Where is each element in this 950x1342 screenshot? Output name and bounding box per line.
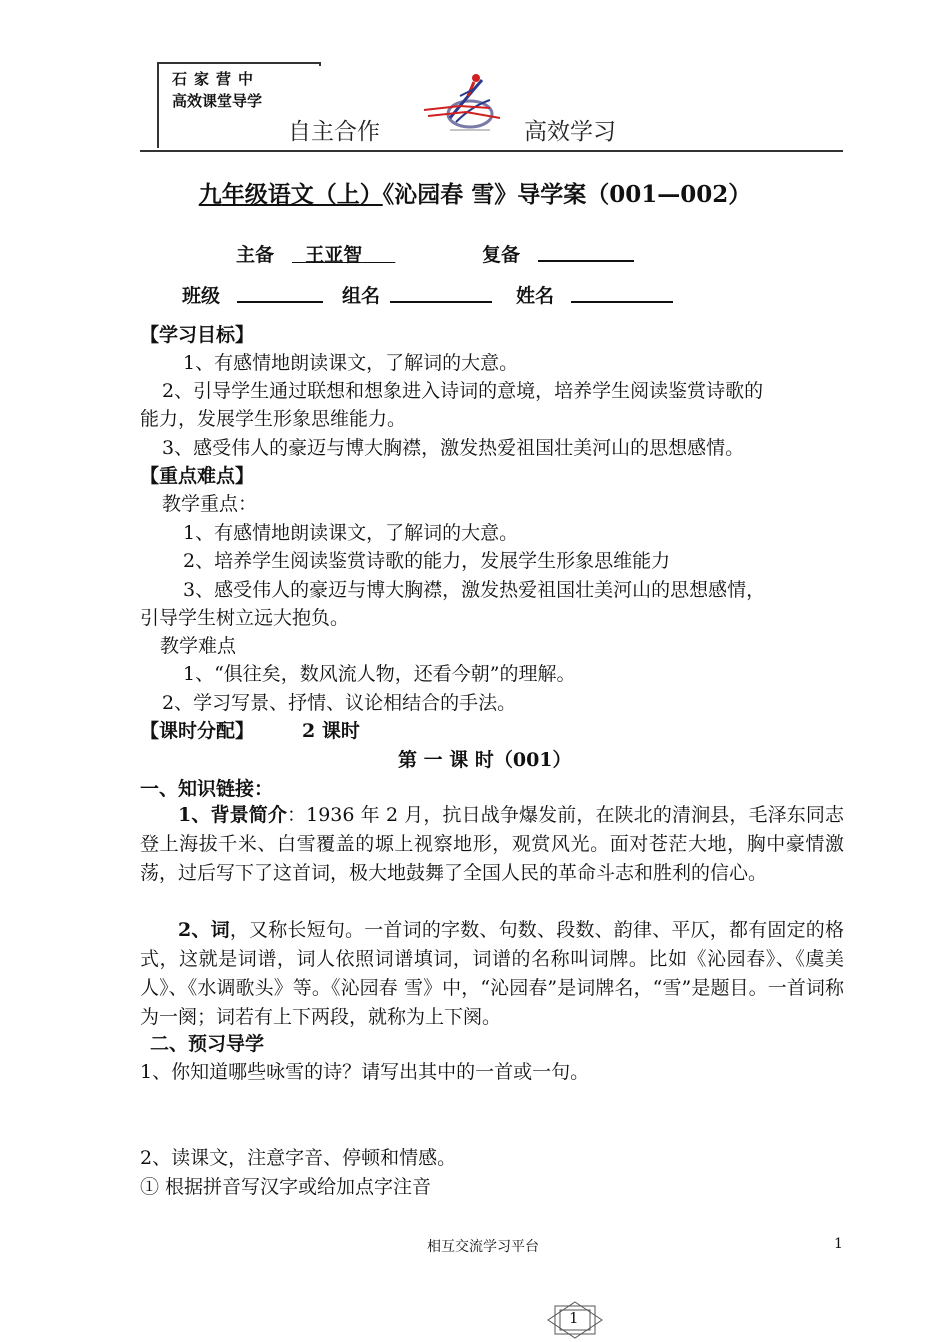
ci-label: 2、词 xyxy=(178,919,230,941)
school-logo-icon xyxy=(420,66,512,136)
background-label: 1、背景简介 xyxy=(178,804,287,826)
class-label: 班级 xyxy=(182,285,221,307)
footer-text: 相互交流学习平台 xyxy=(427,1239,539,1255)
header-divider xyxy=(140,150,843,152)
background-text: ：1936 年 2 月，抗日战争爆发前，在陕北的清涧县，毛泽东同志登上海拔千米、白雪覆盖的塬上视察地形，观赏风光。面对苍茫大地，胸中豪情激荡，过后写下了这首词，极大地鼓舞了全国人民的革命斗志和胜利的信心。 xyxy=(140,804,845,884)
focus-heading: 【重点难点】 xyxy=(140,465,255,487)
lead-label: 主备 xyxy=(236,244,275,266)
page-badge-number: 1 xyxy=(569,1309,579,1327)
name-blank[interactable] xyxy=(571,301,673,303)
preview-heading: 二、预习导学 xyxy=(150,1033,265,1055)
preview-question-2-sub: ① 根据拼音写汉字或给加点字注音 xyxy=(140,1176,432,1198)
name-label: 姓名 xyxy=(516,285,555,307)
hard-item: 1、“俱往矣，数风流人物，还看今朝”的理解。 xyxy=(183,663,576,685)
ci-paragraph xyxy=(140,916,844,1032)
preview-question-2: 2、读课文，注意字音、停顿和情感。 xyxy=(140,1147,457,1169)
goal-item: 能力，发展学生形象思维能力。 xyxy=(140,408,407,430)
goal-item: 3、感受伟人的豪迈与博大胸襟，激发热爱祖国壮美河山的思想感情。 xyxy=(162,437,745,459)
lead-value xyxy=(292,240,395,267)
group-label: 组名 xyxy=(342,285,381,307)
key-label: 教学重点： xyxy=(162,493,258,515)
hard-item: 2、学习写景、抒情、议论相结合的手法。 xyxy=(162,692,517,714)
ci-text: ，又称长短句。一首词的字数、句数、段数、韵律、平仄，都有固定的格式，这就是词谱，词人依照词谱填词，词谱的名称叫词牌。比如《沁园春》、《虞美人》、《水调歌头》等。《沁园春 雪》中，“沁园春”是词牌名，“雪”是题目。一首词称为一阕；词若有上下两段，就称为上下阕。 xyxy=(140,919,844,1028)
key-item: 2、培养学生阅读鉴赏诗歌的能力，发展学生形象思维能力 xyxy=(183,550,671,572)
schedule-value: 2 课时 xyxy=(302,720,360,742)
goals-heading: 【学习目标】 xyxy=(140,324,255,346)
key-item: 3、感受伟人的豪迈与博大胸襟，激发热爱祖国壮美河山的思想感情， xyxy=(183,579,766,601)
background-paragraph xyxy=(140,801,844,888)
review-label: 复备 xyxy=(482,244,521,266)
preview-question-1: 1、你知道哪些咏雪的诗？请写出其中的一首或一句。 xyxy=(140,1061,590,1083)
goal-item: 1、有感情地朗读课文，了解词的大意。 xyxy=(183,352,519,374)
review-blank[interactable] xyxy=(538,260,634,262)
title-grade: 九 xyxy=(198,181,222,208)
goal-item: 2、引导学生通过联想和想象进入诗词的意境，培养学生阅读鉴赏诗歌的 xyxy=(162,380,764,402)
school-subtitle: 高效课堂导学 xyxy=(172,92,263,110)
page-number: 1 xyxy=(834,1236,843,1252)
key-item: 引导学生树立远大抱负。 xyxy=(140,607,350,629)
school-name: 石家营中 xyxy=(172,70,261,88)
group-blank[interactable] xyxy=(390,301,492,303)
lesson-title: 第 一 课 时（001） xyxy=(398,749,572,771)
title-rest: 《沁园春 雪》导学案（001—002） xyxy=(382,181,752,208)
slogan-right: 高效学习 xyxy=(524,119,616,145)
schedule-label: 【课时分配】 xyxy=(140,720,255,742)
knowledge-heading: 一、知识链接： xyxy=(140,778,274,800)
key-item: 1、有感情地朗读课文，了解词的大意。 xyxy=(183,522,519,544)
title-subject: 年级语文（上） xyxy=(221,181,383,208)
page-title xyxy=(0,176,950,209)
class-blank[interactable] xyxy=(237,301,323,303)
hard-label: 教学难点 xyxy=(160,635,237,657)
lead-value-text: 王亚智 xyxy=(305,244,363,266)
slogan-left: 自主合作 xyxy=(288,119,380,145)
